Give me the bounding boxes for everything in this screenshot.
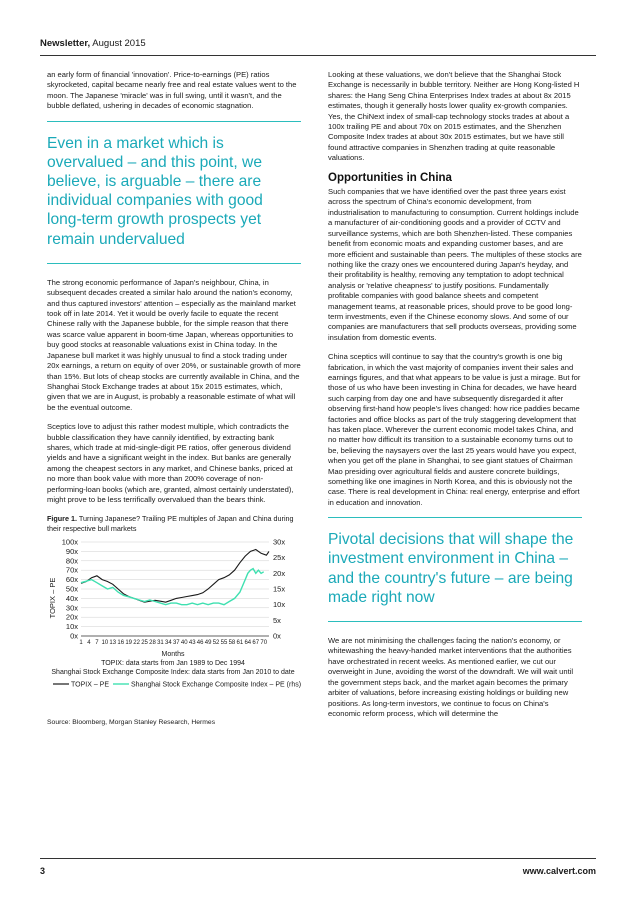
y-right-tick-label: 25x [273, 552, 286, 562]
x-tick-label: 37 [172, 639, 180, 646]
y-left-tick-label: 100x [61, 537, 78, 547]
x-tick-label: 55 [220, 639, 228, 646]
x-tick-label: 61 [236, 639, 244, 646]
y-right-tick-label: 0x [273, 631, 281, 641]
x-tick-label: 4 [87, 639, 91, 646]
right-axis-ticks [273, 537, 285, 640]
x-tick-label: 49 [204, 639, 212, 646]
pe-line-chart [47, 536, 301, 711]
left-column [47, 70, 301, 728]
x-note-shanghai: Shanghai Stock Exchange Composite Index: data starts from Jan 2010 to date [51, 668, 295, 676]
y-left-tick-label: 50x [65, 584, 78, 594]
x-tick-label: 22 [133, 639, 140, 646]
footer-rule [40, 858, 596, 859]
y-right-tick-label: 5x [273, 615, 281, 625]
newsletter-label: Newsletter, [40, 38, 91, 49]
x-tick-label: 46 [196, 639, 204, 646]
x-tick-label: 10 [101, 639, 109, 646]
x-tick-label: 31 [157, 639, 164, 646]
pull-quote-rule-top [47, 121, 301, 122]
legend-label-topix: TOPIX – PE [71, 681, 109, 689]
figure-label: Figure 1. [47, 514, 77, 524]
paragraph: The strong economic performance of Japan's neighbour, China, in subsequent decades created a similar halo around the nation's economy, and thus captured investors' attention – especially as the mainland market took off in late 2014. Yet it would be overly facile to equate the recent Chinese rally with the Japanese bubble, for the simple reason that there was scarce value apparent in boom-time Japan, whereas opportunities to buy good stocks at reasonable valuations exist in China today. In the Japanese bull market it was highly unusual to find a stock trading under 20x earnings, a return on equity of over 20%, or sustainable growth of more than 15%. But lots of cheap stocks are currently available in China, and the Shanghai Stock Exchange trades at about 15x 2015 estimates, which, given that we are in August, is probably a reasonable estimate of what will be the eventual outcome. [47, 277, 301, 412]
y-right-tick-label: 10x [273, 599, 286, 609]
y-left-tick-label: 10x [65, 621, 78, 631]
paragraph: Such companies that we have identified over the past three years exist across the spectrum of China's economic development, from industrialisation to manufacturing to consumption. Current holdings include a manufacturer of air-conditioning goods and a provider of CCTV and surveillance systems, which are both Shenzhen-listed. These companies benefit from economic moats and expanding customer bases, and are more efficient and sustainable than peers. The multiples of these stocks are nothing like the crazy ones we encountered during Japan's heyday, and their profitability is healthy, removing any temptation to adopt technical analysis or 'relative cheapness' to justify positions. Fundamentally profitable companies with good balance sheets and competent management teams, at reasonable prices, should prove to be good long-term investments, even if the Chinese economy slows. And some of our companies are manufacturers that sell products overseas, providing some insulation from domestic events. [328, 187, 582, 342]
header-rule [40, 55, 596, 56]
x-tick-label: 43 [188, 639, 196, 646]
x-tick-label: 13 [109, 639, 117, 646]
legend-label-shanghai: Shanghai Stock Exchange Composite Index – PE (rhs) [131, 681, 301, 689]
issue-date: August 2015 [92, 38, 146, 49]
y-left-tick-label: 20x [65, 612, 78, 622]
x-axis-label: Months [161, 650, 185, 658]
x-tick-label: 64 [244, 639, 252, 646]
right-column [328, 70, 582, 728]
pull-quote-rule-top [328, 517, 582, 518]
pull-quote-rule-bottom [47, 263, 301, 264]
figure-title: Turning Japanese? Trailing PE multiples of Japan and China during their respective bull markets [47, 514, 294, 533]
y-right-tick-label: 20x [273, 568, 286, 578]
x-tick-label: 19 [125, 639, 133, 646]
pull-quote: Pivotal decisions that will shape the investment environment in China – and the country's future – are being made right now [328, 531, 574, 606]
y-left-tick-label: 60x [65, 574, 78, 584]
website-link[interactable]: www.calvert.com [522, 866, 596, 876]
page-header [40, 38, 146, 49]
pull-quote-rule-bottom [328, 621, 582, 622]
x-tick-label: 7 [95, 639, 99, 646]
x-tick-label: 28 [149, 639, 156, 646]
page-number: 3 [40, 866, 46, 876]
paragraph: an early form of financial 'innovation'. Price-to-earnings (PE) ratios skyrocketed, capital became nearly free and real estate values went to the moon. The Japanese 'miracle' was in full swing, until it wasn't, and the bubble deflated, ushering in decades of economic stagnation. [47, 70, 297, 111]
paragraph: China sceptics will continue to say that the country's growth is one big fabrication, in which the vast majority of companies invent their sales and earnings figures, and that what appears to be value is just a mirage. But for those of us who have been investing in China for decades, we have heard such carping from day one and have subsequently disregarded it after observing first-hand how people's lives changed: how rice paddies became factories and office blocks as part of the truly staggering development that has taken place. Wherever the current economic model takes China, and no matter how difficult its transition to a sustainable economy turns out to be, believing the naysayers over the last 25 years would have you expect, when you get off the plane in Shanghai, to see giant statues of Chairman Mao presiding over agricultural fields and austere concrete buildings, something like one imagines in North Korea, and this is obviously not the case. There is real development in China: real energy, enterprise and effort in education and innovation. [328, 352, 581, 507]
figure-caption [47, 514, 301, 533]
paragraph: We are not minimising the challenges facing the nation's economy, or whitewashing the heavy-handed market interventions that the authorities have orchestrated in recent weeks. As mentioned earlier, we cut our overweight in June, avoiding the worst of the downdraft. We will wait until the government steps back, and the market again becomes the primary arbiter of valuations, before increasing existing holdings or building new positions. As long-term investors, we continue to focus on China's economic reform process, which will determine the [328, 636, 574, 718]
legend [53, 681, 301, 688]
x-axis-ticks [79, 640, 267, 646]
x-tick-label: 40 [180, 639, 188, 646]
figure-source: Source: Bloomberg, Morgan Stanley Research, Hermes [47, 718, 216, 726]
series-lines [81, 549, 269, 604]
section-heading: Opportunities in China [328, 171, 452, 184]
x-tick-label: 67 [252, 639, 260, 646]
x-tick-label: 1 [79, 639, 83, 646]
y-right-tick-label: 15x [273, 584, 286, 594]
y-right-tick-label: 30x [273, 537, 286, 547]
y-left-tick-label: 80x [65, 555, 78, 565]
paragraph: Looking at these valuations, we don't believe that the Shanghai Stock Exchange is necessarily in bubble territory. Neither are Hong Kong-listed H shares: the Hang Seng China Enterprises Index trades at about 8x 2015 estimates, though it generally hosts lower quality ex-growth companies. Yes, the ChiNext index of small-cap technology stocks trades at about a 100x trailing PE and about 70x on 2015 estimates, and the Shenzhen Composite Index trades at about 30x 2015 estimates, but we have still found attractive companies in Shenzhen trading at quite reasonable valuations. [328, 70, 580, 163]
x-tick-label: 25 [141, 639, 148, 646]
x-tick-label: 34 [165, 639, 172, 646]
x-tick-label: 52 [212, 639, 220, 646]
x-note-topix: TOPIX: data starts from Jan 1989 to Dec 1994 [101, 659, 245, 667]
x-tick-label: 58 [228, 639, 236, 646]
y-left-tick-label: 30x [65, 602, 78, 612]
y-left-tick-label: 90x [65, 546, 78, 556]
y-axis-label: TOPIX – PE [48, 577, 57, 618]
paragraph: Sceptics love to adjust this rather modest multiple, which contradicts the bubble classification they have cannily identified, by extracting bank shares, which trade at mid-single-digit PE ratios, offer generous dividend yields and have a significant weight in the index. But banks are generally among the cheapest sectors in any market, and Chinese banks, priced at no more than book value with more than 200% coverage of non-performing-loan books (which are, granted, almost certainly understated), might prove to be less terrifically overvalued than the bears think. [47, 422, 294, 504]
x-tick-label: 70 [260, 639, 268, 646]
y-left-tick-label: 70x [65, 565, 78, 575]
y-left-tick-label: 40x [65, 593, 78, 603]
series-line-topix [81, 549, 269, 602]
pull-quote: Even in a market which is overvalued – and this point, we believe, is arguable – there are individual companies with good long-term growth prospects yet remain undervalued [47, 134, 263, 248]
left-axis-ticks [62, 537, 79, 640]
y-left-tick-label: 0x [70, 631, 78, 641]
x-tick-label: 16 [117, 639, 125, 646]
